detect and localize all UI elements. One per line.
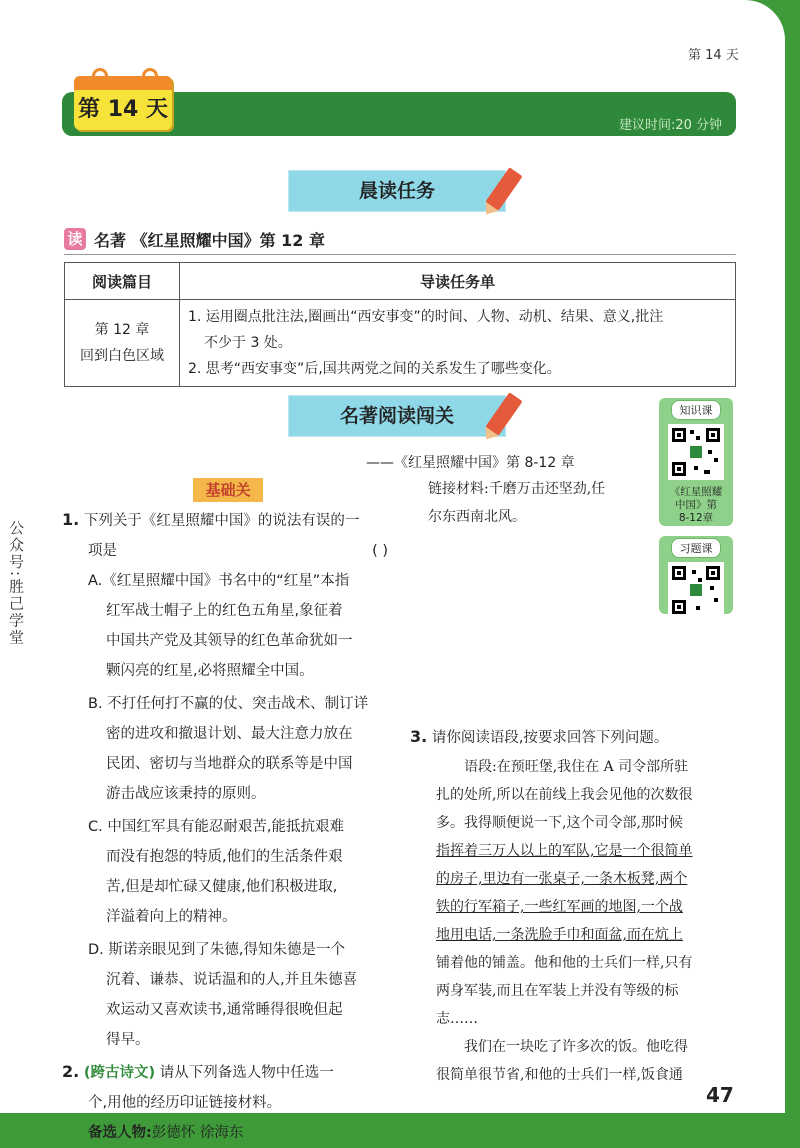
option-line: 沉着、谦恭、说话温和的人,并且朱德喜: [106, 972, 358, 988]
option-line: 欢运动又喜欢读书,通常睡得很晚但起: [106, 1002, 343, 1018]
q1-option-d[interactable]: [62, 935, 394, 1055]
option-line: 得早。: [106, 1032, 150, 1048]
passage-line: 的房子,里边有一张桌子,一条木板凳,两个: [436, 871, 688, 887]
option-line: B. 不打任何打不赢的仗、突击战术、制订详: [88, 696, 369, 712]
chapter-title: 回到白色区域: [80, 348, 164, 364]
suggested-time: 建议时间:20 分钟: [618, 118, 722, 133]
challenge-section-title: 名著阅读闯关: [288, 395, 506, 437]
q1-option-b[interactable]: [62, 689, 394, 809]
task-2: 2. 思考“西安事变”后,国共两党之间的关系发生了哪些变化。: [188, 361, 561, 377]
passage-line: 指挥着三万人以上的军队,它是一个很简单: [436, 843, 693, 859]
q2-tag: (跨古诗文): [83, 1065, 156, 1081]
level-badge: 基础关: [193, 478, 263, 502]
passage-line: 铁的行军箱子,一些红军画的地图,一个战: [436, 899, 683, 915]
chapter-cell: [65, 300, 180, 387]
option-line: D. 斯诺亲眼见到了朱德,得知朱德是一个: [88, 942, 345, 958]
knowledge-qr-card[interactable]: [659, 398, 733, 526]
table-header-tasks: 导读任务单: [180, 263, 736, 300]
link-material-1: 链接材料:千磨万击还坚劲,任: [428, 481, 606, 497]
q2-number: 2.: [62, 1062, 80, 1081]
exercise-label: 习题课: [671, 538, 721, 558]
passage-line: 很简单很节省,和他的士兵们一样,饭食通: [436, 1067, 683, 1083]
link-material: [428, 475, 656, 531]
divider: [64, 254, 736, 255]
guide-table: [64, 262, 736, 387]
passage-line: 两身军装,而且在军装上并没有等级的标: [436, 983, 679, 999]
morning-section-title: 晨读任务: [288, 170, 506, 212]
exercise-qr-card[interactable]: [659, 536, 733, 614]
q3-number: 3.: [410, 727, 428, 746]
passage-line: 地用电话,一条洗脸手巾和面盆,而在炕上: [436, 927, 683, 943]
option-line: 苦,但是却忙碌又健康,他们积极进取,: [106, 879, 338, 895]
knowledge-label: 知识课: [671, 400, 721, 420]
q1-option-a[interactable]: [62, 566, 394, 686]
candidates-label: 备选人物:: [88, 1125, 152, 1141]
tasks-cell: [180, 300, 736, 387]
knowledge-caption-1: 《红星照耀: [669, 486, 723, 498]
option-line: A.《红星照耀中国》书名中的“红星”本指: [88, 573, 350, 589]
q2-stem-2: 个,用他的经历印证链接材料。: [88, 1095, 282, 1111]
knowledge-caption-2: 中国》第: [675, 499, 717, 511]
task-1-cont: 不少于 3 处。: [204, 335, 292, 351]
passage-line: 我们在一块吃了许多次的饭。他吃得: [464, 1039, 688, 1055]
table-header-chapter: 阅读篇目: [65, 263, 180, 300]
option-line: 密的进攻和撤退计划、最大注意力放在: [106, 726, 353, 742]
passage-line: 志……: [436, 1011, 478, 1027]
read-title: 名著 《红星照耀中国》第 12 章: [94, 231, 325, 250]
q3-passage: [410, 753, 740, 1089]
question-3: [410, 722, 740, 1089]
day-label: 第 14 天: [688, 48, 739, 63]
q1-option-c[interactable]: [62, 812, 394, 932]
option-line: 而没有抱怨的特质,他们的生活条件艰: [106, 849, 343, 865]
page-number: 47: [706, 1083, 734, 1107]
read-badge: 读: [64, 228, 86, 250]
option-line: 洋溢着向上的精神。: [106, 909, 237, 925]
candidates: 彭德怀 徐海东: [151, 1125, 244, 1141]
side-watermark: 公众号:胜己学堂: [7, 520, 25, 647]
task-1: 1. 运用圈点批注法,圈画出“西安事变”的时间、人物、动机、结果、意义,批注: [188, 309, 664, 325]
passage-line: 多。我得顺便说一下,这个司令部,那时候: [436, 815, 683, 831]
qr-code-icon[interactable]: [668, 562, 724, 618]
option-line: 民团、密切与当地群众的联系等是中国: [106, 756, 353, 772]
link-material-2: 尔东西南北风。: [428, 509, 526, 525]
answer-paren[interactable]: ( ): [372, 543, 388, 559]
left-column: [62, 505, 394, 1148]
passage-line: 语段:在预旺堡,我住在 A 司令部所驻: [464, 759, 689, 775]
q1-stem-row: [62, 536, 394, 566]
passage-line: 铺着他的铺盖。他和他的士兵们一样,只有: [436, 955, 693, 971]
qr-code-icon[interactable]: [668, 424, 724, 480]
q1-stem-2: 项是: [88, 543, 117, 559]
calendar-icon: [74, 76, 172, 130]
knowledge-caption-3: 8-12章: [678, 512, 714, 524]
chapter-number: 第 12 章: [94, 322, 150, 338]
question-2: [62, 1057, 394, 1088]
option-line: 游击战应该秉持的原则。: [106, 786, 266, 802]
day-title: 第 14 天: [78, 97, 168, 122]
option-line: 颗闪亮的红星,必将照耀全中国。: [106, 663, 314, 679]
option-line: C. 中国红军具有能忍耐艰苦,能抵抗艰难: [88, 819, 344, 835]
challenge-source: ——《红星照耀中国》第 8-12 章: [366, 455, 575, 471]
q2-candidates: [62, 1118, 394, 1148]
question-1: [62, 505, 394, 536]
q2-stem-1: 请从下列备选人物中任选一: [159, 1065, 334, 1081]
q1-stem-1: 下列关于《红星照耀中国》的说法有误的一: [83, 513, 360, 529]
passage-line: 扎的处所,所以在前线上我会见他的次数很: [436, 787, 693, 803]
option-line: 红军战士帽子上的红色五角星,象征着: [106, 603, 343, 619]
q3-prompt: 请你阅读语段,按要求回答下列问题。: [431, 730, 669, 746]
q1-number: 1.: [62, 510, 80, 529]
option-line: 中国共产党及其领导的红色革命犹如一: [106, 633, 353, 649]
